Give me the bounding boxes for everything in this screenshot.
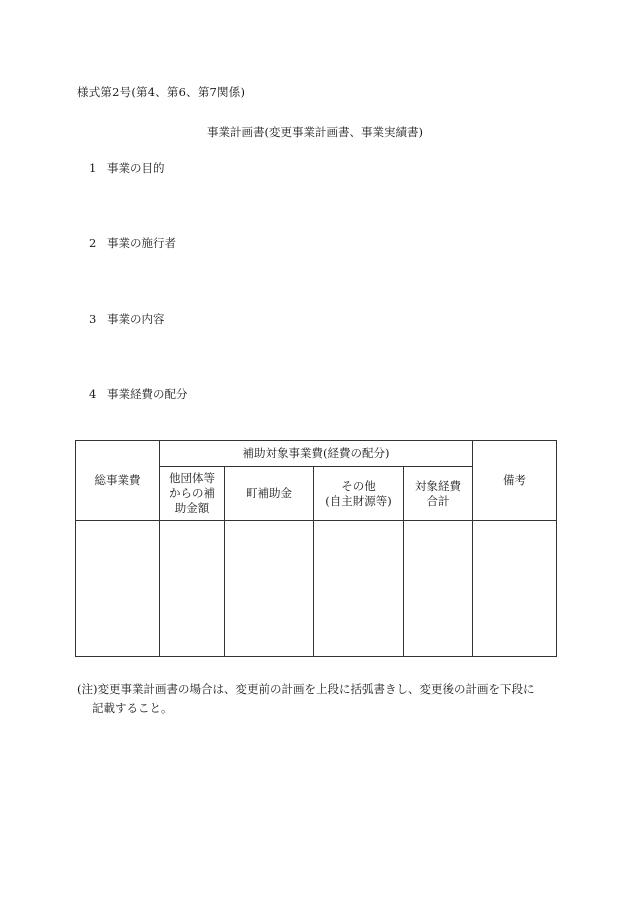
section-label: 事業の内容 [107, 312, 165, 326]
expense-allocation-table [75, 440, 557, 657]
document-title: 事業計画書(変更事業計画書、事業実績書) [207, 125, 423, 139]
cell-other-org-subsidy[interactable] [160, 521, 225, 657]
section-purpose [89, 160, 165, 176]
cell-target-total[interactable] [404, 521, 473, 657]
cell-town-subsidy[interactable] [225, 521, 314, 657]
footnote-line: (注)変更事業計画書の場合は、変更前の計画を上段に括弧書きし、変更後の計画を下段に [77, 682, 535, 696]
cell-other-funds[interactable] [314, 521, 404, 657]
header-subsidy-target: 補助対象事業費(経費の配分) [160, 441, 473, 467]
cell-remarks[interactable] [473, 521, 557, 657]
section-number: 1 [89, 161, 97, 175]
section-label: 事業経費の配分 [107, 387, 188, 401]
cell-total-cost[interactable] [76, 521, 160, 657]
footnote-line: 記載すること。 [92, 701, 173, 715]
header-remarks: 備考 [473, 441, 557, 521]
header-other-funds: その他 (自主財源等) [314, 467, 404, 521]
form-number: 様式第2号(第4、第6、第7関係) [77, 85, 246, 99]
header-target-total: 対象経費 合計 [404, 467, 473, 521]
header-other-org-subsidy: 他団体等 からの補 助金額 [160, 467, 225, 521]
header-total-cost: 総事業費 [76, 441, 160, 521]
section-label: 事業の施行者 [107, 236, 176, 250]
section-number: 4 [89, 387, 97, 401]
header-town-subsidy: 町補助金 [225, 467, 314, 521]
section-number: 3 [89, 312, 97, 326]
section-number: 2 [89, 236, 97, 250]
section-expense-allocation [89, 386, 188, 402]
section-content [89, 311, 165, 327]
footnote [77, 680, 567, 718]
section-operator [89, 235, 176, 251]
section-label: 事業の目的 [107, 161, 165, 175]
